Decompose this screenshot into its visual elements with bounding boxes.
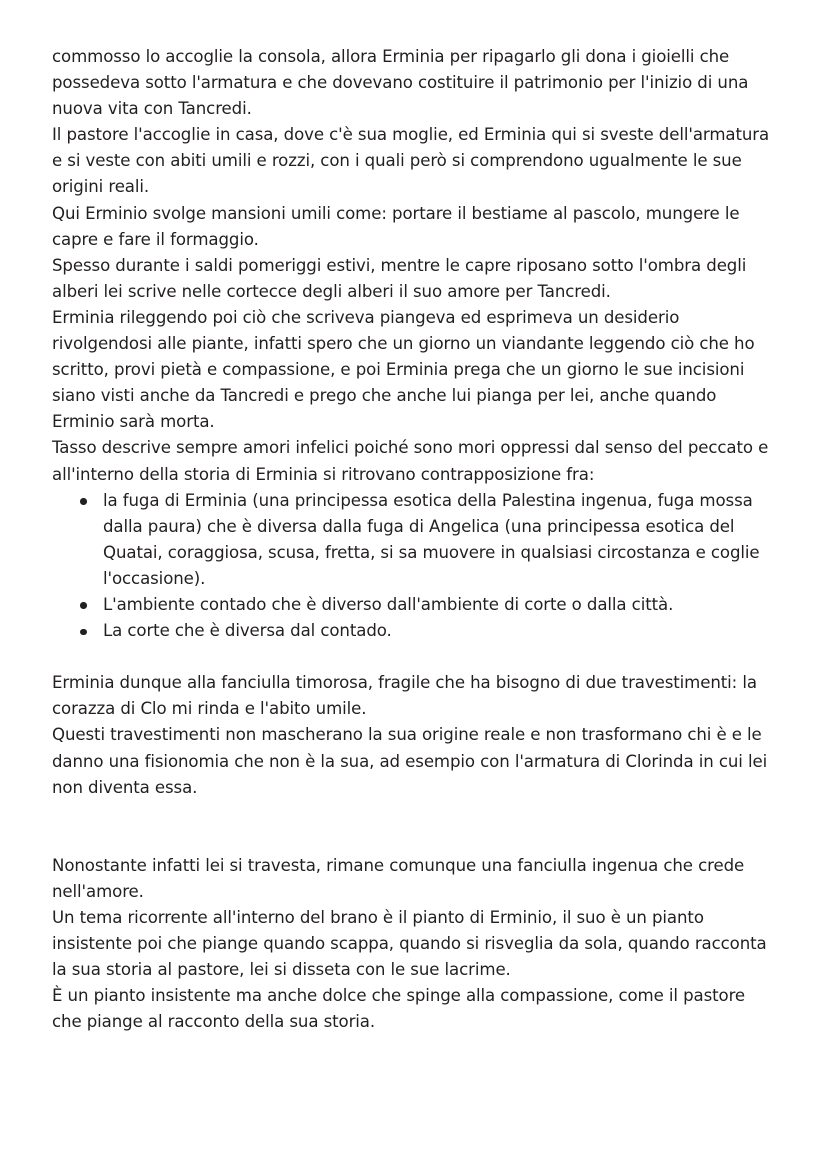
paragraph: Erminia rileggendo poi ciò che scriveva piangeva ed esprimeva un desiderio rivolgendosi alle piante, infatti spero che un giorno un viandante leggendo ciò che ho scritto, provi pietà e compassione, e poi Erminia prega che un giorno le sue incisioni siano visti anche da Tancredi e prego che anche lui pianga per lei, anche quando Erminio sarà morta. xyxy=(52,307,755,432)
paragraph: È un pianto insistente ma anche dolce che spinge alla compassione, come il pastore che piange al racconto della sua storia. xyxy=(52,986,746,1032)
paragraph: Nonostante infatti lei si travesta, rimane comunque una fanciulla ingenua che crede nell'amore. xyxy=(52,855,745,901)
list-item-label: L'ambiente contado che è diverso dall'ambiente di corte o dalla città. xyxy=(103,594,674,614)
list-item-label: La corte che è diversa dal contado. xyxy=(103,621,392,641)
paragraph: commosso lo accoglie la consola, allora Erminia per ripagarlo gli dona i gioielli che possedeva sotto l'armatura e che dovevano costituire il patrimonio per l'inizio di una nuova vita con Tancredi. xyxy=(52,47,749,119)
paragraph: Erminia dunque alla fanciulla timorosa, fragile che ha bisogno di due travestimenti: la corazza di Clo mi rinda e l'abito umile. xyxy=(52,673,757,719)
paragraph-spacer xyxy=(52,644,778,670)
list-item xyxy=(52,618,778,644)
paragraph-spacer xyxy=(52,827,778,853)
paragraph: Questi travestimenti non mascherano la sua origine reale e non trasformano chi è e le danno una fisionomia che non è la sua, ad esempio con l'armatura di Clorinda in cui lei non diventa essa. xyxy=(52,725,768,797)
list-item xyxy=(52,488,778,592)
paragraph: Il pastore l'accoglie in casa, dove c'è sua moglie, ed Erminia qui si sveste dell'armatura e si veste con abiti umili e rozzi, con i quali però si comprendono ugualmente le sue origini reali. xyxy=(52,125,770,197)
paragraph: Spesso durante i saldi pomeriggi estivi, mentre le capre riposano sotto l'ombra degli alberi lei scrive nelle cortecce degli alberi il suo amore per Tancredi. xyxy=(52,255,747,301)
bullet-list xyxy=(52,488,778,645)
bullet-point-icon xyxy=(80,602,87,609)
paragraph-spacer xyxy=(52,801,778,827)
document-body xyxy=(52,44,778,1036)
paragraph: Qui Erminio svolge mansioni umili come: portare il bestiame al pascolo, mungere le capre e fare il formaggio. xyxy=(52,203,740,249)
list-item xyxy=(52,592,778,618)
bullet-point-icon xyxy=(80,629,87,636)
bullet-point-icon xyxy=(80,498,87,505)
paragraph: Un tema ricorrente all'interno del brano è il pianto di Erminio, il suo è un pianto insistente poi che piange quando scappa, quando si risveglia da sola, quando racconta la sua storia al pastore, lei si disseta con le sue lacrime. xyxy=(52,908,767,980)
paragraph: Tasso descrive sempre amori infelici poiché sono mori oppressi dal senso del peccato e all'interno della storia di Erminia si ritrovano contrapposizione fra: xyxy=(52,438,769,484)
list-item-label: la fuga di Erminia (una principessa esotica della Palestina ingenua, fuga mossa dalla paura) che è diversa dalla fuga di Angelica (una principessa esotica del Quatai, coraggiosa, scusa, fretta, si sa muovere in qualsiasi circostanza e coglie l'occasione). xyxy=(103,490,760,588)
